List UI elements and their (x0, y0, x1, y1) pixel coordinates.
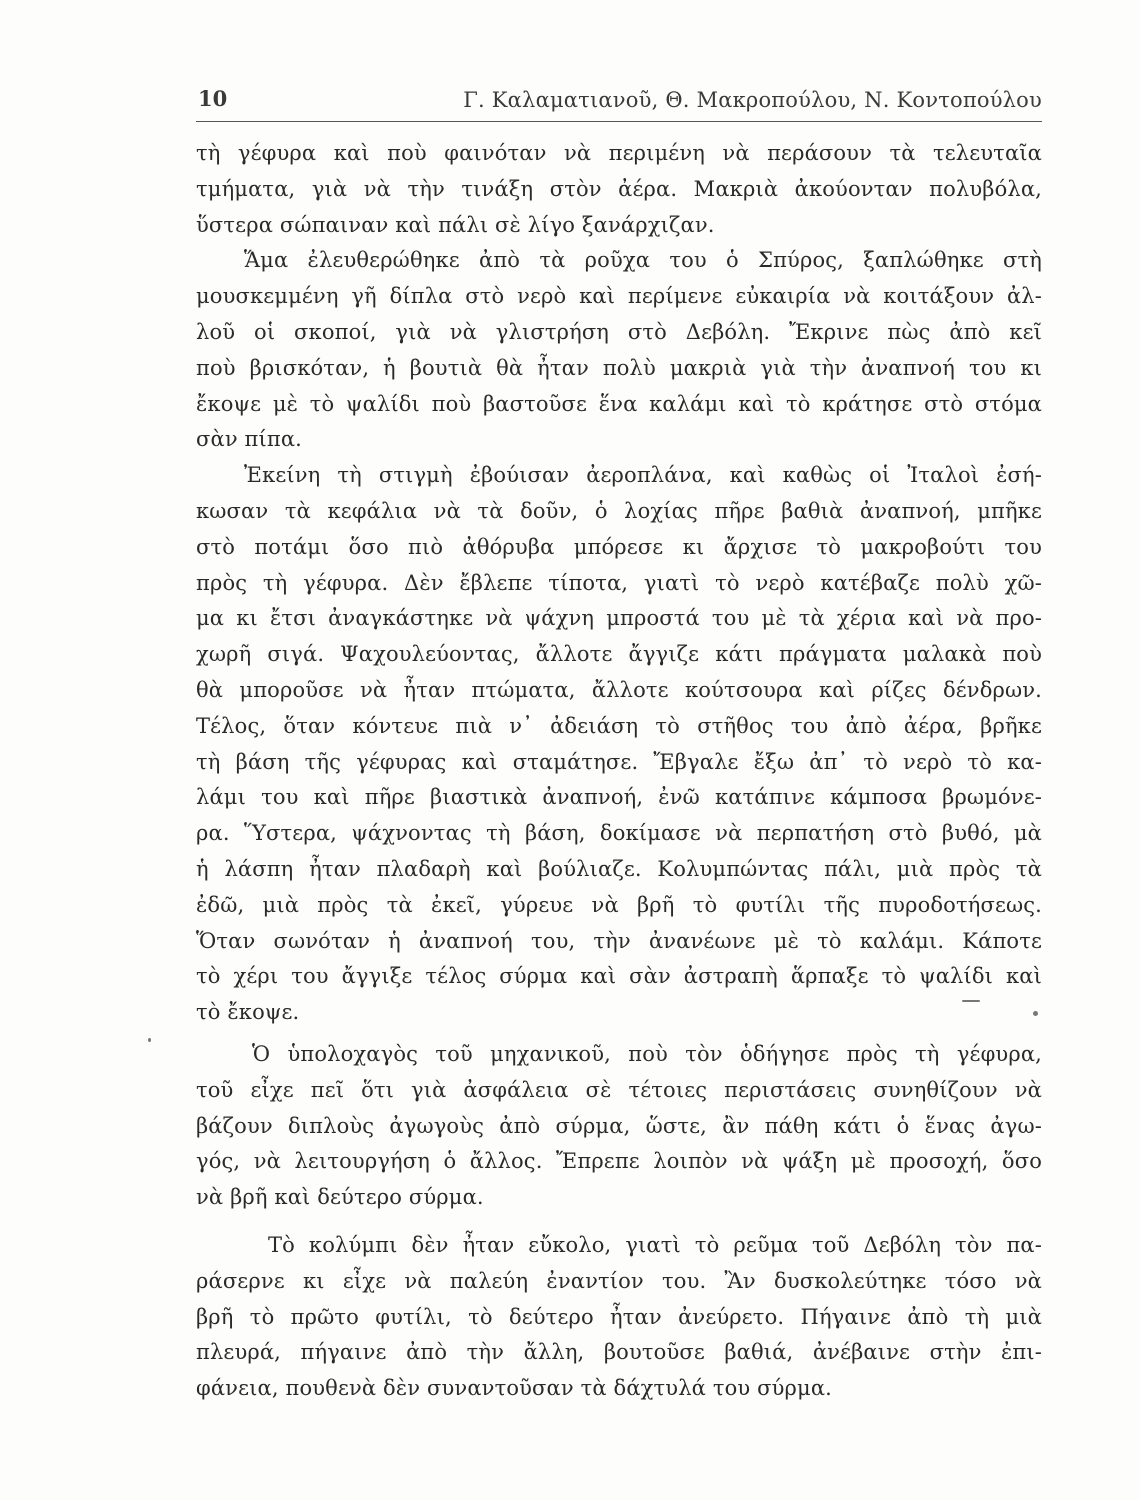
text-line: τὴ γέφυρα καὶ ποὺ φαινόταν νὰ περιμένη νὰ περάσουν τὰ τελευταῖα (196, 141, 1042, 165)
text-line: ἐδῶ, μιὰ πρὸς τὰ ἐκεῖ, γύρευε νὰ βρῆ τὸ φυτίλι τῆς πυροδοτήσεως. (196, 892, 1042, 917)
text-line: λάμι του καὶ πῆρε βιαστικὰ ἀναπνοή, ἐνῶ κατάπινε κάμποσα βρωμόνε- (196, 785, 1042, 810)
page-number: 10 (198, 86, 228, 111)
text-line: Τὸ κολύμπι δὲν ἦταν εὔκολο, γιατὶ τὸ ρεῦμα τοῦ Δεβόλη τὸν πα- (268, 1232, 1042, 1257)
text-line: τμήματα, γιὰ νὰ τὴν τινάξη στὸν ἀέρα. Μακριὰ ἀκούονταν πολυβόλα, (196, 176, 1042, 201)
page-header (196, 82, 1042, 116)
text-line: τοῦ εἶχε πεῖ ὅτι γιὰ ἀσφάλεια σὲ τέτοιες περιστάσεις συνηθίζουν νὰ (196, 1077, 1042, 1102)
text-line: λοῦ οἱ σκοποί, γιὰ νὰ γλιστρήση στὸ Δεβόλη. Ἔκρινε πὼς ἀπὸ κεῖ (196, 319, 1042, 344)
text-line: στὸ ποτάμι ὅσο πιὸ ἀθόρυβα μπόρεσε κι ἄρχισε τὸ μακροβούτι του (196, 534, 1042, 559)
text-line: Τέλος, ὅταν κόντευε πιὰ ν᾿ ἀδειάση τὸ στῆθος του ἀπὸ ἀέρα, βρῆκε (196, 713, 1042, 738)
text-line: Ἐκείνη τὴ στιγμὴ ἐβούισαν ἀεροπλάνα, καὶ καθὼς οἱ Ἰταλοὶ ἐσή- (244, 463, 1042, 488)
paragraph-5 (196, 1228, 1042, 1407)
text-line: μουσκεμμένη γῆ δίπλα στὸ νερὸ καὶ περίμενε εὐκαιρία νὰ κοιτάξουν ἀλ- (196, 284, 1042, 309)
text-line: τὸ ἔκοψε. (196, 1000, 300, 1025)
running-head: Γ. Καλαματιανοῦ, Θ. Μακροπούλου, Ν. Κοντοπούλου (463, 88, 1042, 112)
text-line: φάνεια, πουθενὰ δὲν συναντοῦσαν τὰ δάχτυλά του σύρμα. (196, 1376, 832, 1401)
text-line: ρα. Ὕστερα, ψάχνοντας τὴ βάση, δοκίμασε νὰ περπατήση στὸ βυθό, μὰ (196, 821, 1042, 846)
text-line: κωσαν τὰ κεφάλια νὰ τὰ δοῦν, ὁ λοχίας πῆρε βαθιὰ ἀναπνοή, μπῆκε (196, 498, 1042, 523)
text-line: νὰ βρῆ καὶ δεύτερο σύρμα. (196, 1185, 484, 1210)
text-line: ράσερνε κι εἶχε νὰ παλεύη ἐναντίον του. Ἂν δυσκολεύτηκε τόσο νὰ (196, 1268, 1042, 1293)
header-rule (196, 121, 1042, 122)
paragraph-2 (196, 243, 1042, 458)
text-line: πλευρά, πήγαινε ἀπὸ τὴν ἄλλη, βουτοῦσε βαθιά, ἀνέβαινε στὴν ἐπι- (196, 1340, 1042, 1365)
body-text (196, 136, 1042, 1407)
text-line: ἡ λάσπη ἦταν πλαδαρὴ καὶ βούλιαζε. Κολυμπώντας πάλι, μιὰ πρὸς τὰ (196, 856, 1042, 881)
paragraph-3 (196, 458, 1042, 1031)
text-line: Ὅταν σωνόταν ἡ ἀναπνοή του, τὴν ἀνανέωνε μὲ τὸ καλάμι. Κάποτε (196, 928, 1042, 953)
text-line: χωρῆ σιγά. Ψαχουλεύοντας, ἄλλοτε ἄγγιζε κάτι πράγματα μαλακὰ ποὺ (196, 642, 1042, 667)
text-line: ποὺ βρισκόταν, ἡ βουτιὰ θὰ ἦταν πολὺ μακριὰ γιὰ τὴν ἀναπνοή του κι (196, 355, 1042, 380)
text-line: γός, νὰ λειτουργήση ὁ ἄλλος. Ἔπρεπε λοιπὸν νὰ ψάξη μὲ προσοχή, ὅσο (196, 1149, 1042, 1174)
scan-speck (962, 1000, 980, 1002)
scan-speck (148, 1038, 151, 1042)
text-line: πρὸς τὴ γέφυρα. Δὲν ἔβλεπε τίποτα, γιατὶ τὸ νερὸ κατέβαζε πολὺ χῶ- (196, 570, 1042, 595)
text-line: σὰν πίπα. (196, 427, 303, 452)
paragraph-1 (196, 136, 1042, 243)
text-line: βρῆ τὸ πρῶτο φυτίλι, τὸ δεύτερο ἦταν ἀνεύρετο. Πήγαινε ἀπὸ τὴ μιὰ (196, 1304, 1042, 1329)
scan-speck (1033, 1011, 1038, 1016)
text-line: θὰ μποροῦσε νὰ ἦταν πτώματα, ἄλλοτε κούτσουρα καὶ ρίζες δένδρων. (196, 677, 1042, 702)
text-line: Ὁ ὑπολοχαγὸς τοῦ μηχανικοῦ, ποὺ τὸν ὁδήγησε πρὸς τὴ γέφυρα, (252, 1041, 1042, 1066)
text-line: ἔκοψε μὲ τὸ ψαλίδι ποὺ βαστοῦσε ἕνα καλάμι καὶ τὸ κράτησε στὸ στόμα (196, 391, 1042, 416)
text-line: τὸ χέρι του ἄγγιξε τέλος σύρμα καὶ σὰν ἀστραπὴ ἅρπαξε τὸ ψαλίδι καὶ (196, 964, 1042, 989)
text-line: Ἅμα ἐλευθερώθηκε ἀπὸ τὰ ροῦχα του ὁ Σπύρος, ξαπλώθηκε στὴ (244, 248, 1042, 273)
text-line: βάζουν διπλοὺς ἀγωγοὺς ἀπὸ σύρμα, ὥστε, ἂν πάθη κάτι ὁ ἕνας ἀγω- (196, 1113, 1042, 1138)
paragraph-4 (196, 1037, 1042, 1216)
text-line: ὕστερα σώπαιναν καὶ πάλι σὲ λίγο ξανάρχιζαν. (196, 212, 715, 237)
text-line: μα κι ἔτσι ἀναγκάστηκε νὰ ψάχνη μπροστά του μὲ τὰ χέρια καὶ νὰ προ- (196, 606, 1042, 631)
text-line: τὴ βάση τῆς γέφυρας καὶ σταμάτησε. Ἔβγαλε ἔξω ἀπ᾿ τὸ νερὸ τὸ κα- (196, 749, 1042, 774)
